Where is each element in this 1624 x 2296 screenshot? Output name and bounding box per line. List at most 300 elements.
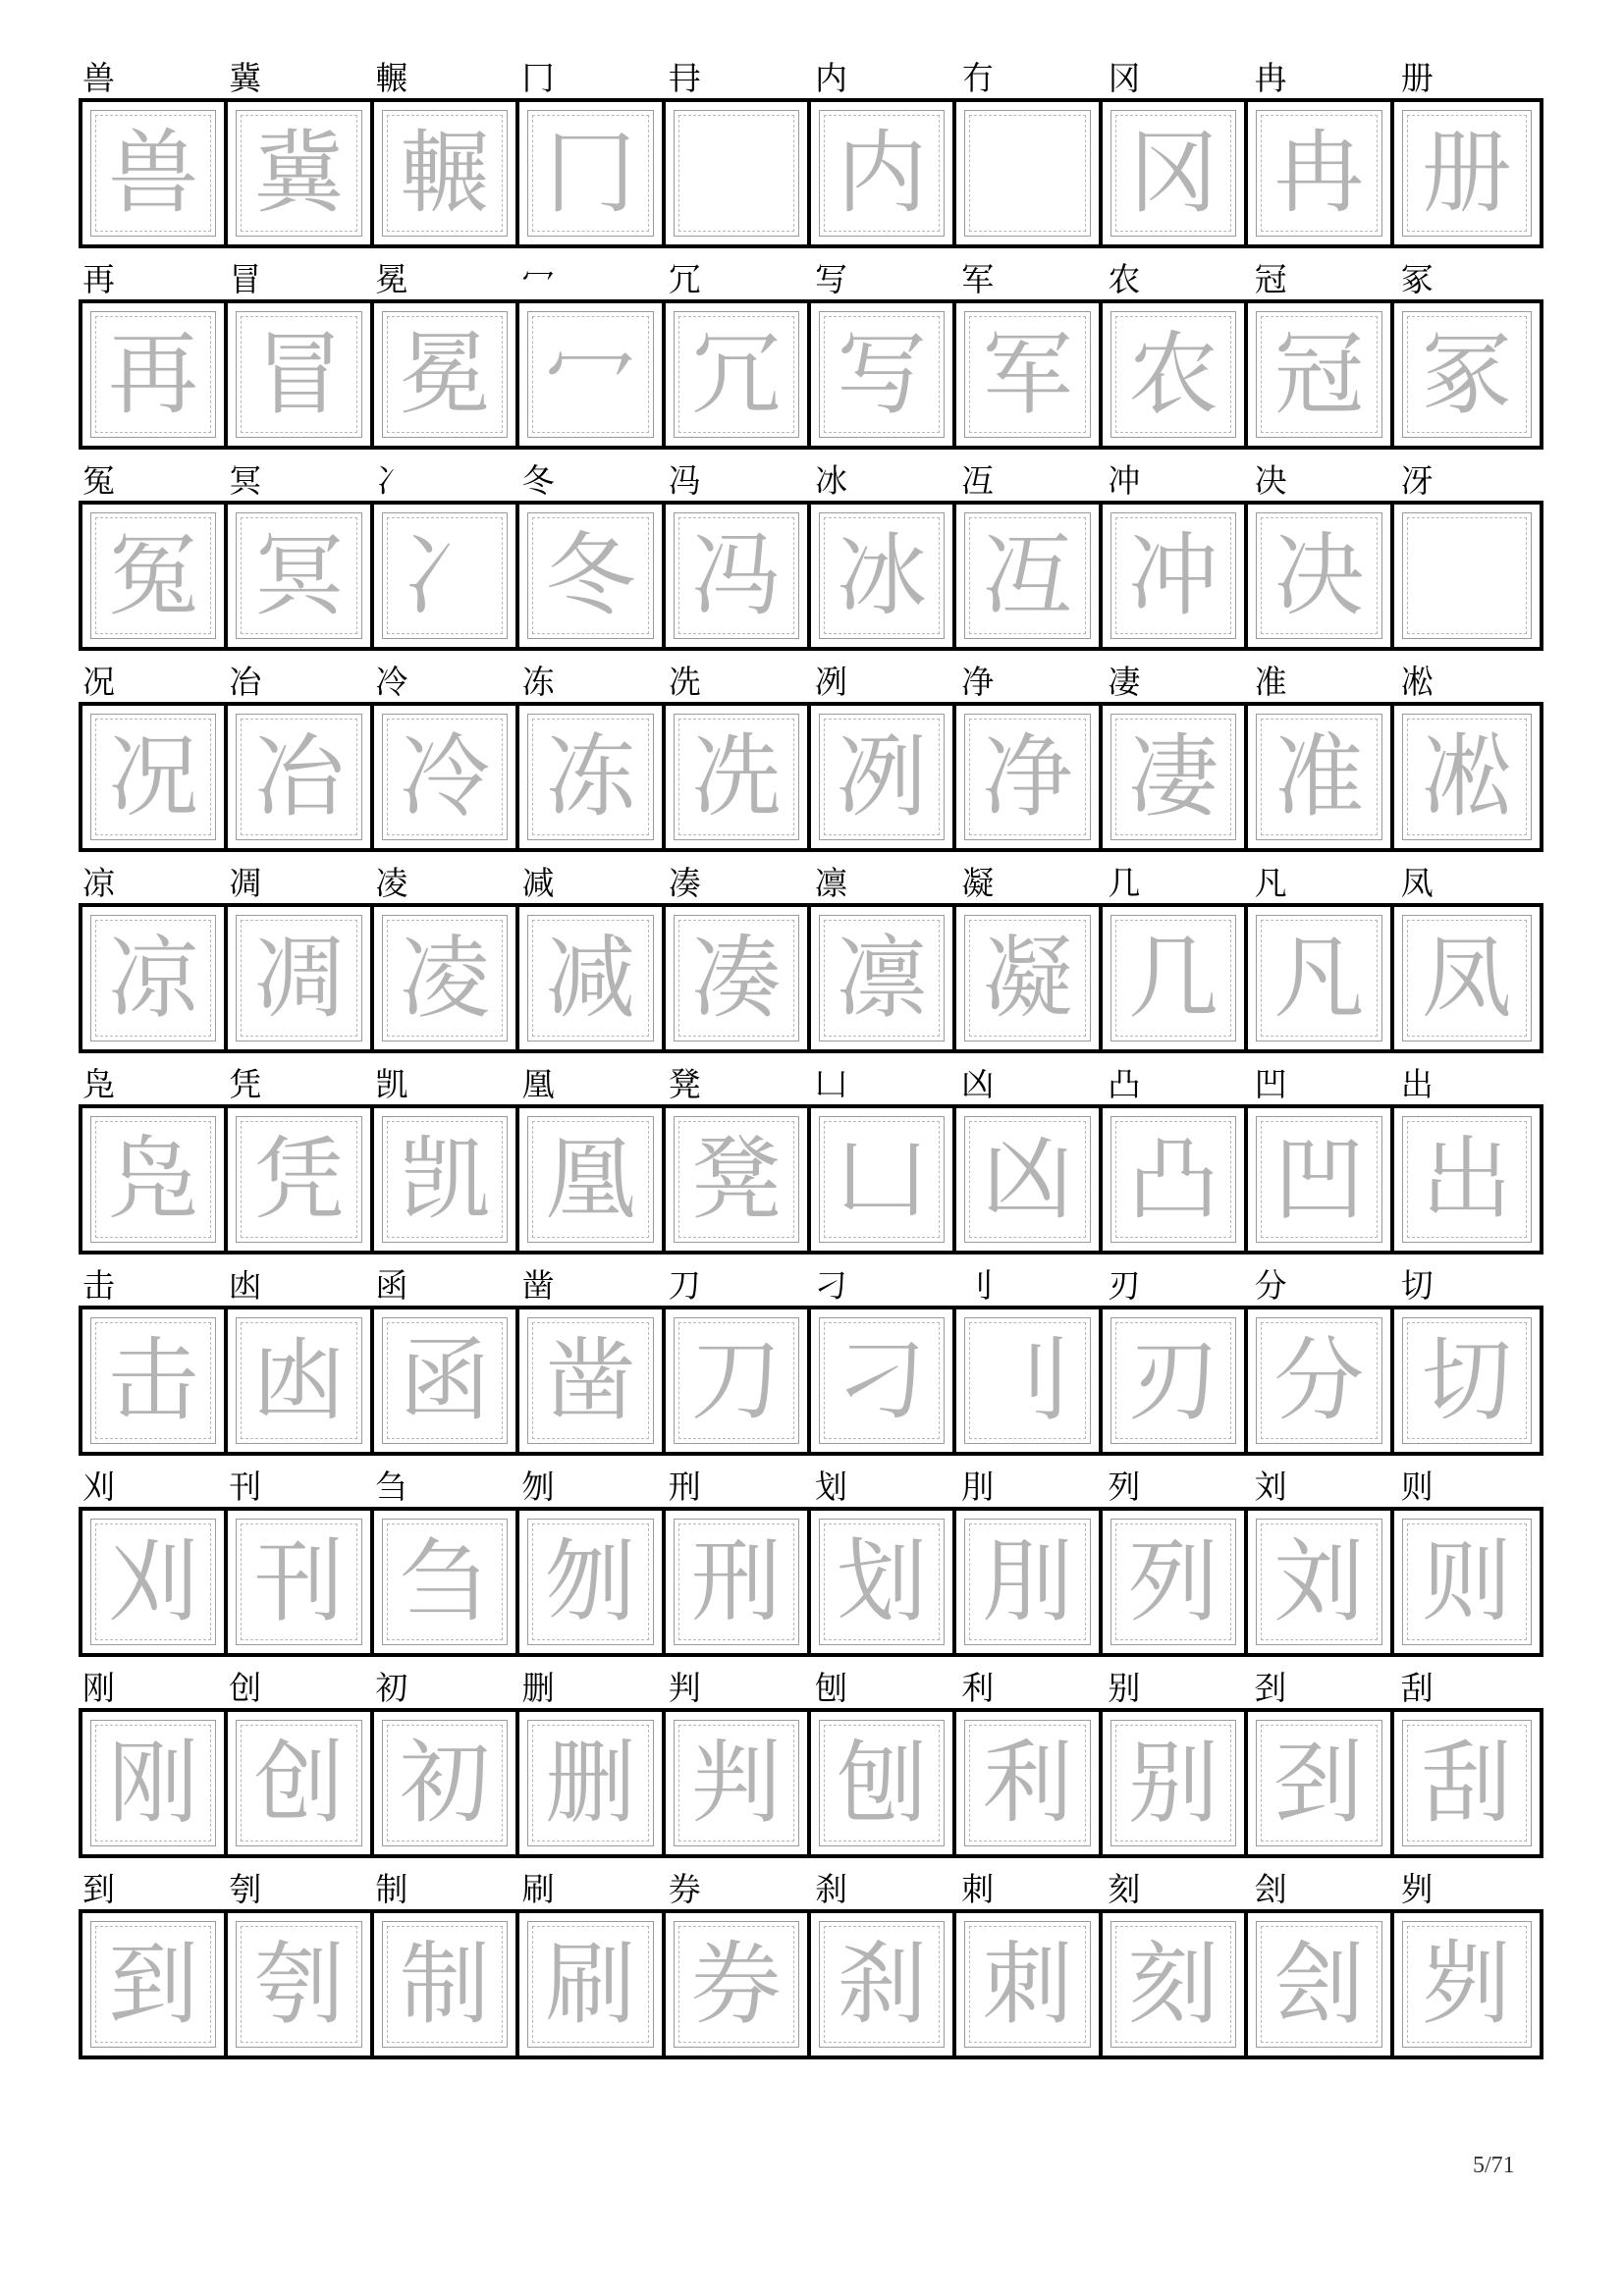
character-label: 冴: [1400, 461, 1434, 500]
character-block: [79, 457, 1543, 659]
practice-cell: [956, 102, 1102, 244]
character-label: 凄: [1108, 663, 1141, 701]
tracing-character: 凇: [1421, 723, 1512, 829]
tracing-character: 刽: [1273, 1931, 1365, 2037]
character-label: 冫: [375, 461, 408, 500]
tracing-character: 刘: [1273, 1528, 1365, 1634]
practice-cell: [811, 706, 956, 848]
practice-cell: [228, 907, 373, 1049]
practice-cell: [519, 907, 665, 1049]
practice-cell: [1103, 1309, 1248, 1452]
tracing-character: 凯: [399, 1126, 490, 1232]
practice-cell: [811, 1712, 956, 1854]
tracing-character: 别: [1127, 1730, 1218, 1836]
character-label: 刹: [814, 1870, 847, 1908]
practice-row: [79, 299, 1543, 450]
tracing-character: 决: [1273, 522, 1365, 628]
tracing-character: 刳: [253, 1931, 345, 2037]
practice-cell: [519, 1511, 665, 1653]
tracing-character: 冬: [545, 522, 636, 628]
practice-cell: [1103, 1712, 1248, 1854]
practice-cell: [1103, 1913, 1248, 2056]
character-label: 冲: [1108, 461, 1141, 500]
practice-cell: [1394, 1511, 1540, 1653]
cell-dashed-frame: [1407, 517, 1527, 634]
tracing-character: 击: [108, 1327, 199, 1433]
character-label: 凤: [1400, 864, 1434, 902]
character-label: 凳: [668, 1065, 701, 1103]
tracing-character: 凶: [982, 1126, 1073, 1232]
character-block: [79, 55, 1543, 256]
practice-cell: [374, 1309, 519, 1452]
character-block: [79, 1464, 1543, 1665]
label-row: [79, 457, 1543, 501]
practice-cell: [1103, 706, 1248, 848]
practice-cell: [519, 303, 665, 446]
practice-cell: [666, 1712, 811, 1854]
tracing-character: 刀: [690, 1327, 782, 1433]
practice-cell: [1394, 1712, 1540, 1854]
practice-cell: [82, 102, 228, 244]
practice-cell: [1394, 303, 1540, 446]
practice-cell: [82, 1309, 228, 1452]
character-label: 刈: [82, 1468, 115, 1506]
tracing-character: 冷: [399, 723, 490, 829]
practice-cell: [956, 1913, 1102, 2056]
practice-cell: [1103, 303, 1248, 446]
character-label: 冷: [375, 663, 408, 701]
character-label: 凶: [961, 1065, 995, 1103]
practice-cell: [519, 102, 665, 244]
tracing-character: 划: [837, 1528, 928, 1634]
character-label: 况: [82, 663, 115, 701]
character-label: 冱: [961, 461, 995, 500]
practice-sheet: [79, 55, 1543, 2067]
tracing-character: 切: [1421, 1327, 1512, 1433]
character-label: 刎: [521, 1468, 555, 1506]
practice-cell: [374, 706, 519, 848]
practice-cell: [82, 1913, 228, 2056]
tracing-character: 冉: [1273, 120, 1365, 226]
character-label: 净: [961, 663, 995, 701]
character-label: 冬: [521, 461, 555, 500]
character-label: 决: [1254, 461, 1287, 500]
practice-cell: [956, 907, 1102, 1049]
practice-cell: [811, 102, 956, 244]
character-label: 凝: [961, 864, 995, 902]
tracing-character: 冒: [253, 321, 345, 427]
practice-row: [79, 1507, 1543, 1657]
practice-cell: [666, 102, 811, 244]
character-label: 冇: [961, 59, 995, 97]
character-label: 刳: [229, 1870, 262, 1908]
character-label: 则: [1400, 1468, 1434, 1506]
character-label: 判: [668, 1669, 701, 1707]
practice-cell: [956, 706, 1102, 848]
character-label: 农: [1108, 260, 1141, 298]
character-block: [79, 1665, 1543, 1866]
character-label: 刨: [814, 1669, 847, 1707]
tracing-character: 刿: [1421, 1931, 1512, 2037]
tracing-character: 分: [1273, 1327, 1365, 1433]
practice-cell: [811, 303, 956, 446]
practice-cell: [82, 1511, 228, 1653]
character-label: 切: [1400, 1266, 1434, 1305]
character-label: 凿: [521, 1266, 555, 1305]
tracing-character: 凌: [399, 925, 490, 1031]
character-label: 冽: [814, 663, 847, 701]
practice-cell: [666, 1108, 811, 1251]
character-label: 冠: [1254, 260, 1287, 298]
tracing-character: 冯: [690, 522, 782, 628]
character-label: 冄: [668, 59, 701, 97]
character-label: 刂: [961, 1266, 995, 1305]
tracing-character: 冈: [1127, 120, 1218, 226]
tracing-character: 初: [399, 1730, 490, 1836]
practice-cell: [1248, 303, 1393, 446]
character-label: 凛: [814, 864, 847, 902]
character-block: [79, 659, 1543, 860]
character-label: 刁: [814, 1266, 847, 1305]
practice-row: [79, 501, 1543, 651]
character-label: 写: [814, 260, 847, 298]
tracing-character: 写: [837, 321, 928, 427]
tracing-character: 刃: [1127, 1327, 1218, 1433]
label-row: [79, 256, 1543, 299]
practice-cell: [82, 1712, 228, 1854]
tracing-character: 刂: [982, 1327, 1073, 1433]
tracing-character: 农: [1127, 321, 1218, 427]
practice-cell: [374, 1108, 519, 1251]
tracing-character: 凵: [837, 1126, 928, 1232]
tracing-character: 券: [690, 1931, 782, 2037]
tracing-character: 刹: [837, 1931, 928, 2037]
label-row: [79, 1464, 1543, 1507]
character-label: 击: [82, 1266, 115, 1305]
tracing-character: 判: [690, 1730, 782, 1836]
character-label: 刘: [1254, 1468, 1287, 1506]
character-label: 冂: [521, 59, 555, 97]
practice-cell: [519, 1712, 665, 1854]
practice-cell: [1394, 102, 1540, 244]
tracing-character: 凡: [1273, 925, 1365, 1031]
character-label: 利: [961, 1669, 995, 1707]
cell-dashed-frame: [969, 115, 1085, 232]
character-label: 凌: [375, 864, 408, 902]
character-label: 冀: [229, 59, 262, 97]
character-block: [79, 1866, 1543, 2067]
character-label: 冼: [668, 663, 701, 701]
practice-cell: [374, 1511, 519, 1653]
practice-cell: [811, 505, 956, 647]
character-label: 冰: [814, 461, 847, 500]
tracing-character: 冠: [1273, 321, 1365, 427]
tracing-character: 况: [108, 723, 199, 829]
character-label: 凯: [375, 1065, 408, 1103]
tracing-character: 刻: [1127, 1931, 1218, 2037]
character-label: 冈: [1108, 59, 1141, 97]
practice-cell: [519, 505, 665, 647]
tracing-character: 凄: [1127, 723, 1218, 829]
character-label: 别: [1108, 1669, 1141, 1707]
character-label: 刭: [1254, 1669, 1287, 1707]
character-label: 删: [521, 1669, 555, 1707]
character-label: 凡: [1254, 864, 1287, 902]
tracing-character: 创: [253, 1730, 345, 1836]
character-block: [79, 256, 1543, 457]
tracing-character: 凝: [982, 925, 1073, 1031]
practice-cell: [1103, 505, 1248, 647]
character-label: 刍: [375, 1468, 408, 1506]
tracing-character: 冖: [545, 321, 636, 427]
character-label: 列: [1108, 1468, 1141, 1506]
character-label: 册: [1400, 59, 1434, 97]
tracing-character: 冲: [1127, 522, 1218, 628]
character-label: 冤: [82, 461, 115, 500]
practice-cell: [82, 1108, 228, 1251]
character-label: 再: [82, 260, 115, 298]
character-label: 冕: [375, 260, 408, 298]
practice-cell: [1394, 1913, 1540, 2056]
character-label: 冥: [229, 461, 262, 500]
tracing-character: 輾: [399, 120, 490, 226]
tracing-character: 到: [108, 1931, 199, 2037]
tracing-character: 冶: [253, 723, 345, 829]
character-label: 輾: [375, 59, 408, 97]
character-label: 制: [375, 1870, 408, 1908]
practice-row: [79, 702, 1543, 852]
practice-cell: [1248, 706, 1393, 848]
character-label: 冉: [1254, 59, 1287, 97]
tracing-character: 刈: [108, 1528, 199, 1634]
tracing-character: 刑: [690, 1528, 782, 1634]
tracing-character: 几: [1127, 925, 1218, 1031]
practice-cell: [811, 1309, 956, 1452]
tracing-character: 刭: [1273, 1730, 1365, 1836]
practice-cell: [1103, 907, 1248, 1049]
practice-cell: [374, 303, 519, 446]
tracing-character: 冂: [545, 120, 636, 226]
tracing-character: 刁: [837, 1327, 928, 1433]
character-label: 刚: [82, 1669, 115, 1707]
practice-row: [79, 1104, 1543, 1255]
character-label: 刑: [668, 1468, 701, 1506]
character-label: 刮: [1400, 1669, 1434, 1707]
character-label: 冯: [668, 461, 701, 500]
tracing-character: 冤: [108, 522, 199, 628]
practice-cell: [519, 1913, 665, 2056]
tracing-character: 准: [1273, 723, 1365, 829]
character-label: 创: [229, 1669, 262, 1707]
tracing-character: 利: [982, 1730, 1073, 1836]
character-label: 几: [1108, 864, 1141, 902]
character-label: 冒: [229, 260, 262, 298]
tracing-character: 凋: [253, 925, 345, 1031]
practice-cell: [228, 1712, 373, 1854]
practice-cell: [374, 505, 519, 647]
character-label: 凉: [82, 864, 115, 902]
practice-cell: [82, 907, 228, 1049]
practice-cell: [811, 1108, 956, 1251]
practice-cell: [374, 102, 519, 244]
character-label: 券: [668, 1870, 701, 1908]
tracing-character: 刺: [982, 1931, 1073, 2037]
tracing-character: 凉: [108, 925, 199, 1031]
tracing-character: 冀: [253, 120, 345, 226]
practice-cell: [82, 706, 228, 848]
practice-cell: [666, 505, 811, 647]
character-label: 凋: [229, 864, 262, 902]
tracing-character: 凹: [1273, 1126, 1365, 1232]
tracing-character: 凫: [108, 1126, 199, 1232]
practice-cell: [1248, 1108, 1393, 1251]
label-row: [79, 1262, 1543, 1306]
label-row: [79, 860, 1543, 903]
practice-row: [79, 1708, 1543, 1858]
tracing-character: 凭: [253, 1126, 345, 1232]
practice-cell: [666, 907, 811, 1049]
tracing-character: 冢: [1421, 321, 1512, 427]
tracing-character: 冽: [837, 723, 928, 829]
character-label: 减: [521, 864, 555, 902]
practice-cell: [1103, 102, 1248, 244]
practice-cell: [228, 1108, 373, 1251]
character-label: 刺: [961, 1870, 995, 1908]
practice-row: [79, 98, 1543, 248]
character-label: 刖: [961, 1468, 995, 1506]
practice-cell: [374, 1712, 519, 1854]
character-label: 冗: [668, 260, 701, 298]
character-label: 凭: [229, 1065, 262, 1103]
character-block: [79, 1061, 1543, 1262]
tracing-character: 冻: [545, 723, 636, 829]
practice-cell: [228, 102, 373, 244]
tracing-character: 军: [982, 321, 1073, 427]
character-label: 刻: [1108, 1870, 1141, 1908]
character-label: 准: [1254, 663, 1287, 701]
tracing-character: 冫: [399, 522, 490, 628]
practice-row: [79, 1306, 1543, 1456]
character-label: 兽: [82, 59, 115, 97]
practice-cell: [1248, 102, 1393, 244]
character-label: 凹: [1254, 1065, 1287, 1103]
tracing-character: 刎: [545, 1528, 636, 1634]
practice-cell: [228, 1511, 373, 1653]
practice-cell: [228, 706, 373, 848]
tracing-character: 刍: [399, 1528, 490, 1634]
practice-cell: [1394, 1108, 1540, 1251]
practice-cell: [956, 1712, 1102, 1854]
practice-cell: [1394, 907, 1540, 1049]
character-block: [79, 860, 1543, 1061]
practice-cell: [228, 303, 373, 446]
tracing-character: 列: [1127, 1528, 1218, 1634]
practice-row: [79, 903, 1543, 1053]
practice-row: [79, 1909, 1543, 2059]
character-label: 内: [814, 59, 847, 97]
practice-cell: [666, 706, 811, 848]
tracing-character: 减: [545, 925, 636, 1031]
character-label: 冖: [521, 260, 555, 298]
practice-cell: [519, 1108, 665, 1251]
character-label: 凸: [1108, 1065, 1141, 1103]
tracing-character: 凼: [253, 1327, 345, 1433]
practice-cell: [228, 505, 373, 647]
tracing-character: 出: [1421, 1126, 1512, 1232]
practice-cell: [1394, 706, 1540, 848]
practice-cell: [811, 1511, 956, 1653]
cell-frame: [674, 110, 799, 237]
label-row: [79, 1866, 1543, 1909]
character-label: 刀: [668, 1266, 701, 1305]
character-label: 分: [1254, 1266, 1287, 1305]
practice-cell: [1248, 1309, 1393, 1452]
tracing-character: 凸: [1127, 1126, 1218, 1232]
practice-cell: [1103, 1108, 1248, 1251]
practice-cell: [811, 1913, 956, 2056]
practice-cell: [374, 907, 519, 1049]
page-number: 5/71: [1473, 2153, 1515, 2178]
practice-cell: [956, 505, 1102, 647]
character-label: 凵: [814, 1065, 847, 1103]
practice-cell: [1248, 1511, 1393, 1653]
practice-cell: [1248, 1712, 1393, 1854]
label-row: [79, 1061, 1543, 1104]
character-label: 凫: [82, 1065, 115, 1103]
label-row: [79, 55, 1543, 98]
character-label: 冢: [1400, 260, 1434, 298]
practice-cell: [956, 1108, 1102, 1251]
character-label: 凇: [1400, 663, 1434, 701]
tracing-character: 冗: [690, 321, 782, 427]
tracing-character: 刊: [253, 1528, 345, 1634]
character-label: 函: [375, 1266, 408, 1305]
tracing-character: 刨: [837, 1730, 928, 1836]
practice-cell: [82, 303, 228, 446]
tracing-character: 冰: [837, 522, 928, 628]
character-label: 冻: [521, 663, 555, 701]
tracing-character: 兽: [108, 120, 199, 226]
practice-cell: [956, 303, 1102, 446]
tracing-character: 凿: [545, 1327, 636, 1433]
character-label: 划: [814, 1468, 847, 1506]
practice-cell: [666, 1309, 811, 1452]
label-row: [79, 659, 1543, 702]
character-label: 凑: [668, 864, 701, 902]
practice-cell: [666, 1913, 811, 2056]
practice-cell: [1248, 505, 1393, 647]
character-label: 初: [375, 1669, 408, 1707]
character-block: [79, 1262, 1543, 1464]
character-label: 到: [82, 1870, 115, 1908]
character-label: 军: [961, 260, 995, 298]
tracing-character: 则: [1421, 1528, 1512, 1634]
tracing-character: 刚: [108, 1730, 199, 1836]
cell-dashed-frame: [678, 115, 794, 232]
tracing-character: 凰: [545, 1126, 636, 1232]
tracing-character: 制: [399, 1931, 490, 2037]
character-label: 刽: [1254, 1870, 1287, 1908]
practice-cell: [956, 1309, 1102, 1452]
practice-cell: [956, 1511, 1102, 1653]
character-label: 刿: [1400, 1870, 1434, 1908]
practice-cell: [82, 505, 228, 647]
character-label: 凼: [229, 1266, 262, 1305]
character-label: 刃: [1108, 1266, 1141, 1305]
practice-cell: [666, 303, 811, 446]
tracing-character: 凤: [1421, 925, 1512, 1031]
character-label: 出: [1400, 1065, 1434, 1103]
